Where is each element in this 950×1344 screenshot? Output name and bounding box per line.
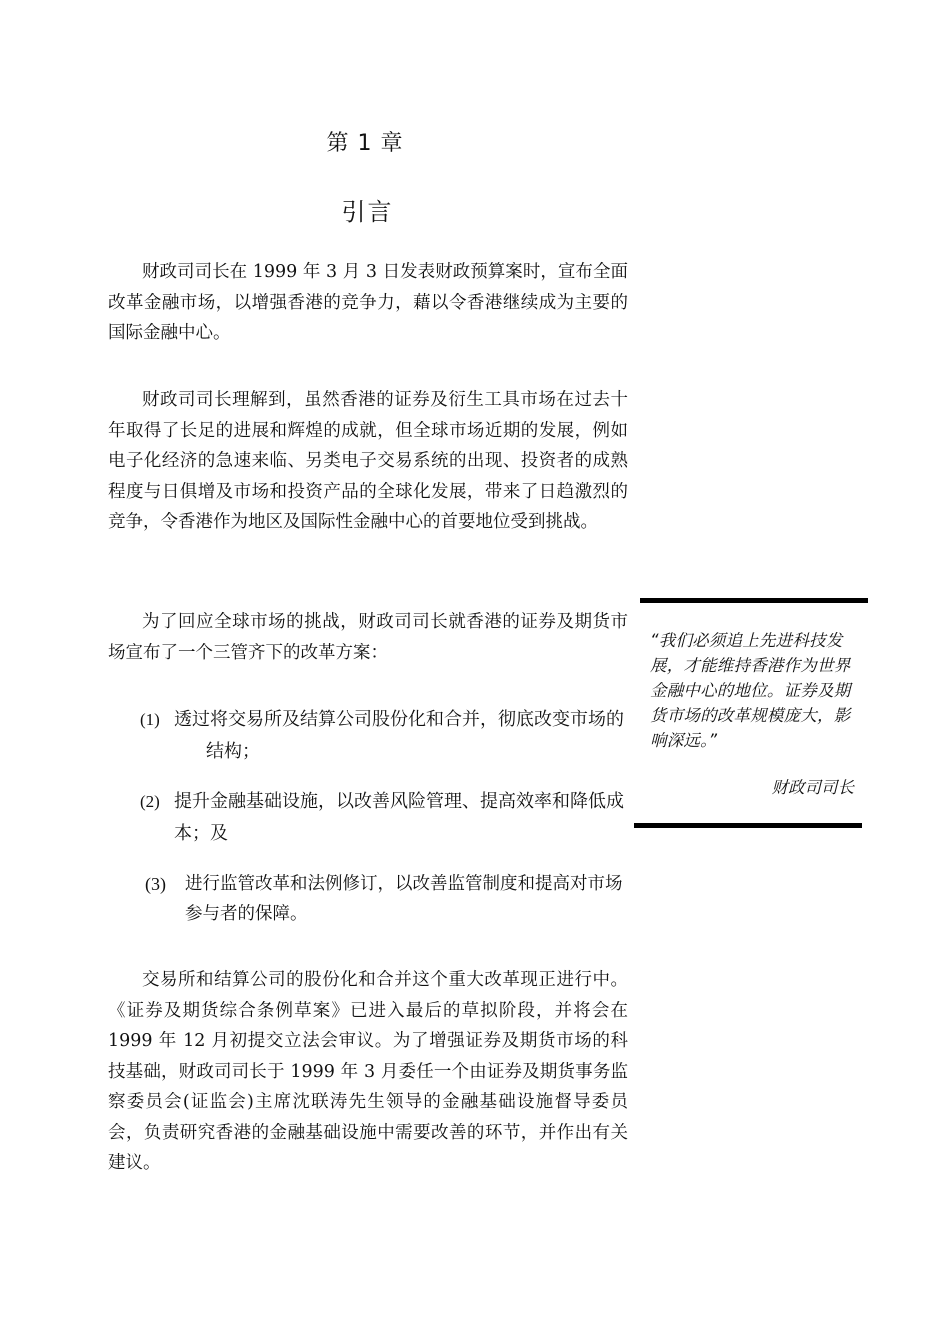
quote-attribution: 财政司司长 <box>771 778 854 797</box>
reform-item-number: (3) <box>145 874 166 894</box>
paragraph-market-challenges: 财政司司长理解到，虽然香港的证券及衍生工具市场在过去十年取得了长足的进展和辉煌的成就，但全球市场近期的发展，例如电子化经济的急速来临、另类电子交易系统的出现、投资者的成熟程度与日俱增及市场和投资产品的全球化发展，带来了日趋激烈的竞争，令香港作为地区及国际性金融中心的首要地位受到挑战。 <box>108 390 628 532</box>
reform-item-number: (1) <box>140 710 160 729</box>
quote-top-rule <box>640 598 868 603</box>
reform-item-text: 透过将交易所及结算公司股份化和合并，彻底改变市场的结构； <box>174 709 624 762</box>
sidebar-quote-box <box>634 598 868 830</box>
paragraph-reform-intro: 为了回应全球市场的挑战，财政司司长就香港的证券及期货市场宣布了一个三管齐下的改革方案： <box>108 612 628 663</box>
reform-item-1 <box>140 704 630 768</box>
chapter-title: 引言 <box>341 198 394 226</box>
chapter-number: 第 1 章 <box>326 131 404 156</box>
reform-item-3 <box>145 869 635 929</box>
reform-item-number: (2) <box>140 792 160 811</box>
quote-text: “我们必须追上先进科技发展，才能维持香港作为世界金融中心的地位。证券及期货市场的改革规模庞大，影响深远。” <box>650 631 851 750</box>
quote-bottom-rule <box>634 823 862 828</box>
reform-item-text: 进行监管改革和法例修订，以改善监管制度和提高对市场参与者的保障。 <box>185 874 623 924</box>
paragraph-budget-announcement: 财政司司长在 1999 年 3 月 3 日发表财政预算案时，宣布全面改革金融市场，以增强香港的竞争力，藉以令香港继续成为主要的国际金融中心。 <box>108 262 628 343</box>
reform-item-2 <box>140 786 630 850</box>
reform-item-text: 提升金融基础设施，以改善风险管理、提高效率和降低成本；及 <box>174 791 624 844</box>
paragraph-reform-progress: 交易所和结算公司的股份化和合并这个重大改革现正进行中。《证券及期货综合条例草案》已进入最后的草拟阶段，并将会在 1999 年 12 月初提交立法会审议。为了增强证券及期货市场的科技基础，财政司司长于 1999 年 3 月委任一个由证券及期货事务监察委员会(证监会)主席沈联涛先生领导的金融基础设施督导委员会，负责研究香港的金融基础设施中需要改善的环节，并作出有关建议。 <box>108 970 628 1173</box>
